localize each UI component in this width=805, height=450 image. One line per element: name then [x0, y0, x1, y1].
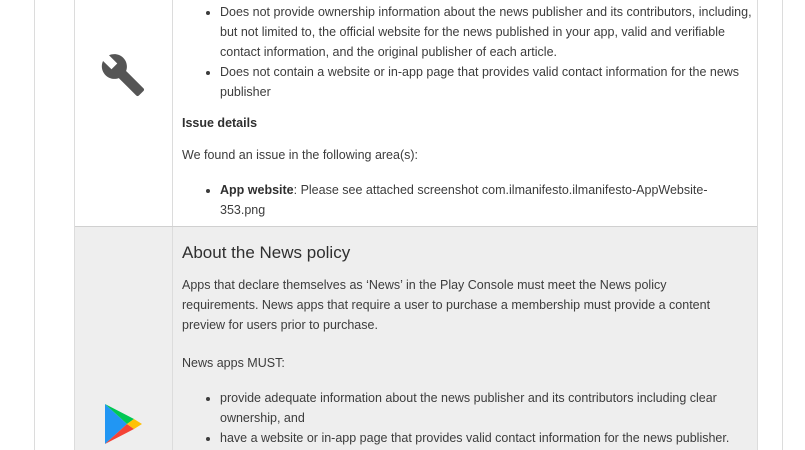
- news-must-list: [182, 388, 752, 448]
- table-left-border: [74, 0, 75, 450]
- wrench-icon: [100, 52, 146, 98]
- about-policy-title: About the News policy: [182, 243, 351, 262]
- news-must-heading: News apps MUST:: [182, 356, 285, 370]
- issue-found-text: We found an issue in the following area(s):: [182, 148, 419, 162]
- violation-item: • Does not provide ownership information about the news publisher and its contributors, including, but not limited to, the official website for the news published in your app, valid and verifiable contact information, and the original publisher of each article.: [220, 2, 752, 62]
- row-divider: [75, 226, 757, 227]
- must-item: • provide adequate information about the news publisher and its contributors including clear ownership, and: [220, 388, 752, 428]
- violation-list: [182, 2, 752, 102]
- issue-area-item: [220, 180, 752, 220]
- must-item: • have a website or in-app page that provides valid contact information for the news publisher.: [220, 428, 752, 448]
- issue-area-list: [182, 180, 752, 220]
- icon-column-divider: [172, 0, 173, 450]
- issue-details-heading: Issue details: [182, 116, 258, 130]
- about-policy-body: Apps that declare themselves as ‘News’ in the Play Console must meet the News policy requirements. News apps that require a user to purchase a membership must provide a content preview for users prior to purchase.: [182, 278, 711, 332]
- issue-area-label: App website: [220, 183, 294, 197]
- violation-item: • Does not contain a website or in-app page that provides valid contact information for the news publisher: [220, 62, 752, 102]
- google-play-icon: [103, 402, 143, 446]
- table-right-border: [757, 0, 758, 450]
- issue-area-text: : Please see attached screenshot com.ilmanifesto.ilmanifesto-AppWebsite-353.png: [220, 183, 708, 217]
